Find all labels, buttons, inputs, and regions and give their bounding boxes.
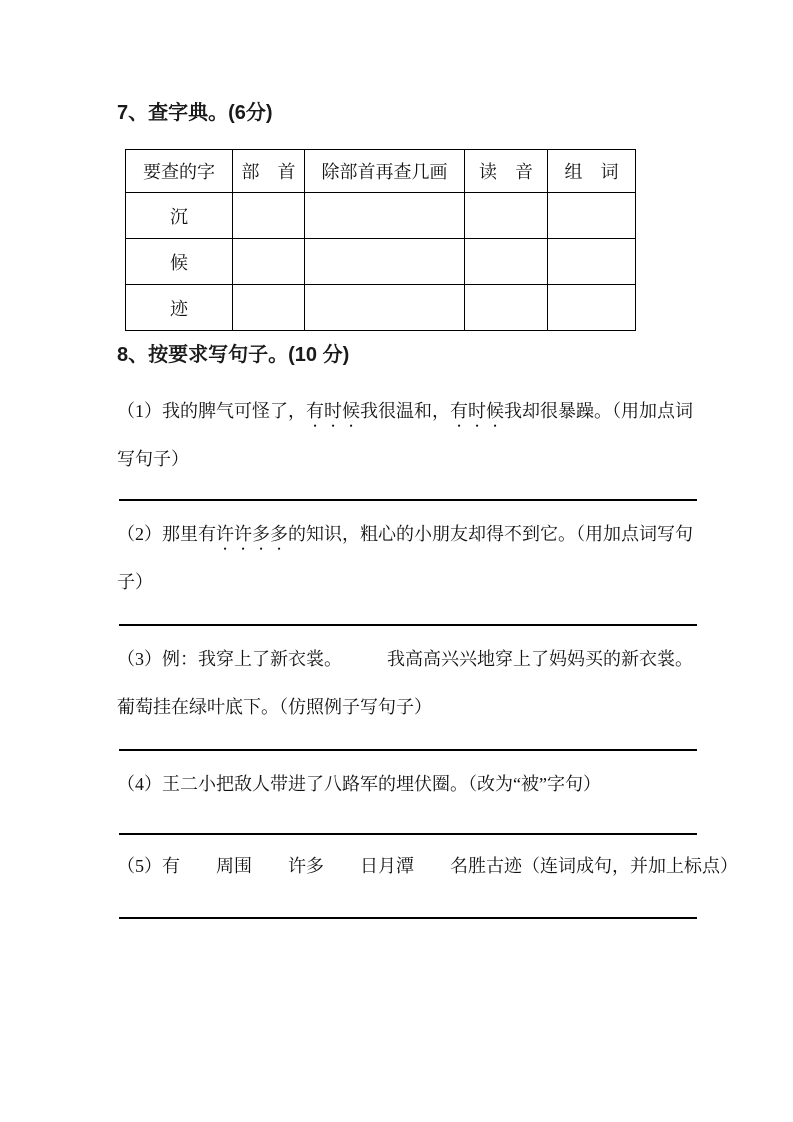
dot-emphasized-text: 有时候 <box>306 401 360 421</box>
question-q3-line-1 <box>117 646 737 672</box>
section7-heading: 7、查字典。(6分) <box>117 102 273 124</box>
question-text: 子） <box>117 572 153 592</box>
question-q5-line-1 <box>117 853 737 879</box>
answer-line-4 <box>119 833 697 835</box>
table-header-row <box>126 150 636 193</box>
character-cell: 沉 <box>126 193 233 239</box>
question-text: 我却很暴躁。（用加点词 <box>504 401 693 421</box>
table-row <box>126 193 636 239</box>
character-cell: 迹 <box>126 285 233 331</box>
question-q2-line-2 <box>117 569 737 595</box>
question-q2-line-1 <box>117 521 737 554</box>
table-row <box>126 285 636 331</box>
dot-emphasized-text: 有时候 <box>450 401 504 421</box>
answer-line-5 <box>119 917 697 919</box>
question-q3-line-2 <box>117 694 737 720</box>
question-q1-line-1 <box>117 398 737 431</box>
question-text: （3）例：我穿上了新衣裳。 我高高兴兴地穿上了妈妈买的新衣裳。 <box>117 649 693 669</box>
table-row <box>126 239 636 285</box>
question-q4-line-1 <box>117 771 737 797</box>
question-text: （2）那里有 <box>117 524 216 544</box>
empty-answer-cell <box>305 285 465 331</box>
empty-answer-cell <box>548 239 636 285</box>
column-header: 组 词 <box>548 150 636 193</box>
question-q1-line-2 <box>117 446 737 472</box>
empty-answer-cell <box>548 193 636 239</box>
question-text: 写句子） <box>117 449 189 469</box>
empty-answer-cell <box>465 285 548 331</box>
column-header: 读 音 <box>465 150 548 193</box>
character-cell: 候 <box>126 239 233 285</box>
question-text: 的知识，粗心的小朋友却得不到它。（用加点词写句 <box>288 524 693 544</box>
column-header: 除部首再查几画 <box>305 150 465 193</box>
empty-answer-cell <box>233 239 305 285</box>
empty-answer-cell <box>465 193 548 239</box>
question-text: （5）有 周围 许多 日月潭 名胜古迹（连词成句，并加上标点） <box>117 856 738 876</box>
answer-line-2 <box>119 624 697 626</box>
empty-answer-cell <box>548 285 636 331</box>
empty-answer-cell <box>233 193 305 239</box>
dot-emphasized-text: 许许多多 <box>216 524 288 544</box>
question-text: （1）我的脾气可怪了， <box>117 401 306 421</box>
question-text: 葡萄挂在绿叶底下。（仿照例子写句子） <box>117 697 432 717</box>
empty-answer-cell <box>305 193 465 239</box>
empty-answer-cell <box>465 239 548 285</box>
column-header: 部 首 <box>233 150 305 193</box>
question-text: 我很温和， <box>360 401 450 421</box>
column-header: 要查的字 <box>126 150 233 193</box>
empty-answer-cell <box>305 239 465 285</box>
empty-answer-cell <box>233 285 305 331</box>
question-text: （4）王二小把敌人带进了八路军的埋伏圈。（改为“被”字句） <box>117 774 601 794</box>
section8-heading: 8、按要求写句子。(10 分) <box>117 344 350 366</box>
dictionary-lookup-table <box>125 149 636 331</box>
answer-line-3 <box>119 749 697 751</box>
answer-line-1 <box>119 499 697 501</box>
